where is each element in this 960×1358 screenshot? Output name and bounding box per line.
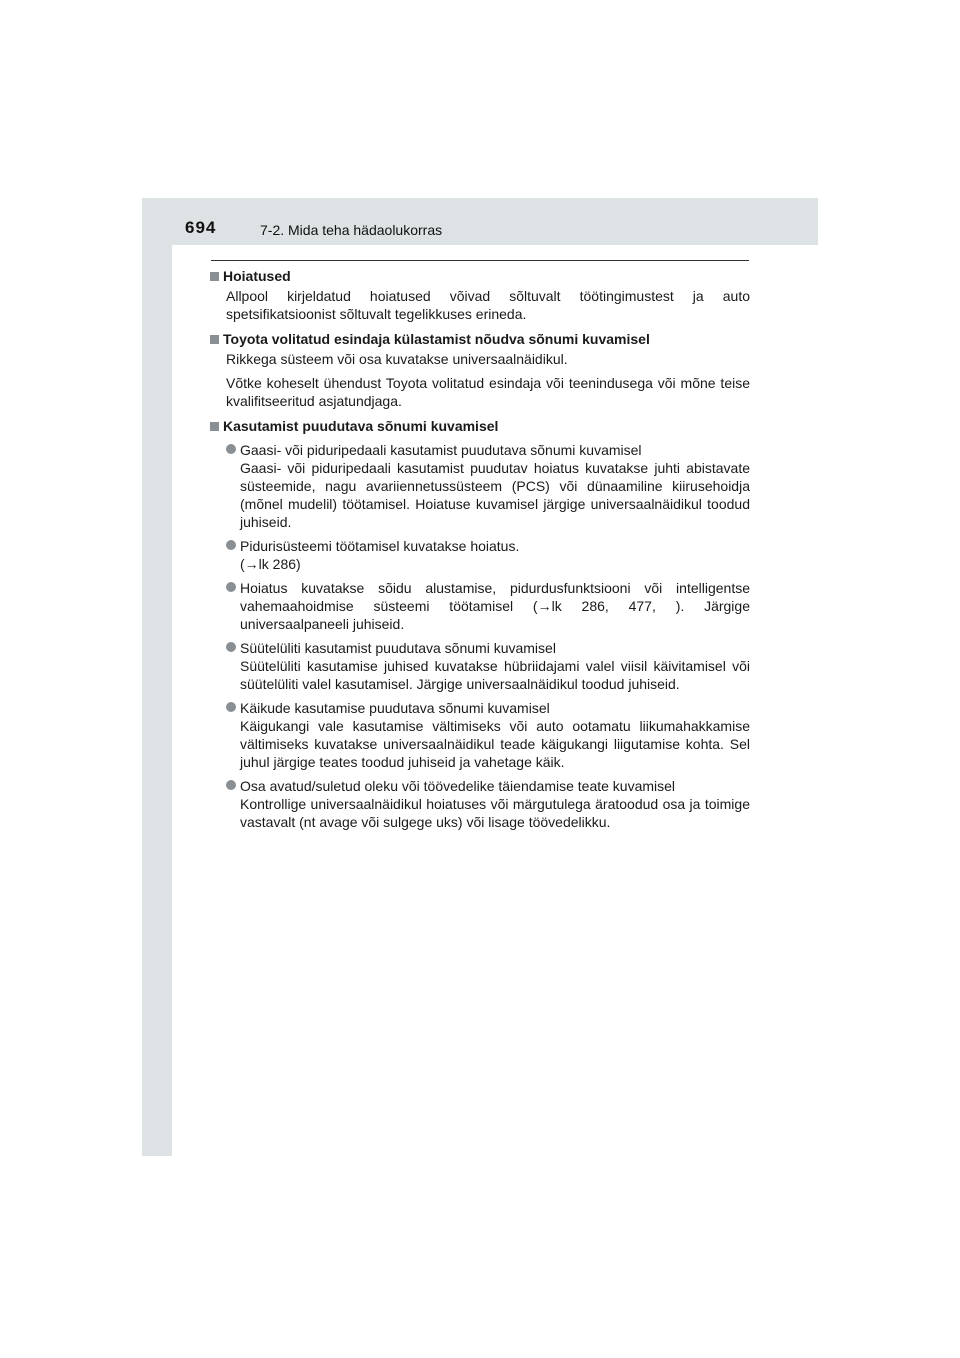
list-item [226,441,750,531]
bullet-title: Süütelüliti kasutamist puudutava sõnumi kuvamisel [240,640,556,656]
section-heading [210,267,750,285]
bullet-title: Gaasi- või piduripedaali kasutamist puudutava sõnumi kuvamisel [240,442,642,458]
bullet-title: Käikude kasutamise puudutava sõnumi kuvamisel [240,700,550,716]
section-title: 7-2. Mida teha hädaolukorras [260,222,443,238]
paragraph: Võtke koheselt ühendust Toyota volitatud esindaja või teenindusega või mõne teise kvalifitseeritud asjatundjaga. [226,375,750,409]
bullet-title: Pidurisüsteemi töötamisel kuvatakse hoiatus. [240,538,520,554]
bullet-body: Hoiatus kuvatakse sõidu alustamise, pidurdusfunktsiooni või intelligentse vahemaahoidmise süsteemi töötamisel (→lk 286, 477, ). Järgige universaalpaneeli juhiseid. [240,580,750,632]
divider [211,260,749,261]
bullet-body: Käigukangi vale kasutamise vältimiseks või auto ootamatu liikumahakkamise vältimiseks kuvatakse universaalnäidikul teade käigukangi liigutamise kohta. Sel juhul järgige teates toodud juhiseid ja vahetage käik. [240,718,750,770]
bullet-body: Gaasi- või piduripedaali kasutamist puudutav hoiatus kuvatakse juhti abistavate süsteemide, nagu avariiennetussüsteem (PCS) või dünaamiline kiirusehoidja (mõnel mudelil) töötamisel. Hoiatuse kuvamisel järgige universaalnäidikul toodud juhiseid. [240,460,750,530]
circle-bullet-icon [226,444,236,454]
page-number: 694 [185,218,217,237]
side-margin-band [142,198,172,1156]
square-bullet-icon [210,422,219,431]
list-item [226,537,750,573]
paragraph: Rikkega süsteem või osa kuvatakse universaalnäidikul. [226,351,568,367]
section-heading [210,417,750,435]
list-item [226,579,750,633]
bullet-title: Osa avatud/suletud oleku või töövedelike täiendamise teate kuvamisel [240,778,676,794]
header-band [142,198,818,245]
section-heading [210,330,750,348]
main-content [210,264,750,831]
heading-text: Hoiatused [223,268,291,284]
heading-text: Toyota volitatud esindaja külastamist nõudva sõnumi kuvamisel [223,331,650,347]
square-bullet-icon [210,272,219,281]
list-item [226,699,750,771]
circle-bullet-icon [226,582,236,592]
circle-bullet-icon [226,642,236,652]
circle-bullet-icon [226,702,236,712]
bullet-body: Süütelüliti kasutamise juhised kuvatakse hübriidajami valel viisil käivitamisel või süütelüliti valel kasutamisel. Järgige universaalnäidikul toodud juhiseid. [240,658,750,692]
circle-bullet-icon [226,540,236,550]
circle-bullet-icon [226,780,236,790]
list-item [226,639,750,693]
list-item [226,777,750,831]
bullet-body: Kontrollige universaalnäidikul hoiatuses või märgutulega äratoodud osa ja toimige vastavalt (nt avage või sulgege uks) või lisage töövedelikku. [240,796,750,830]
bullet-body: (→lk 286) [240,556,301,572]
heading-text: Kasutamist puudutava sõnumi kuvamisel [223,418,499,434]
square-bullet-icon [210,335,219,344]
paragraph: Allpool kirjeldatud hoiatused võivad sõltuvalt töötingimustest ja auto spetsifikatsioonist sõltuvalt tegelikkuses erineda. [226,288,750,322]
